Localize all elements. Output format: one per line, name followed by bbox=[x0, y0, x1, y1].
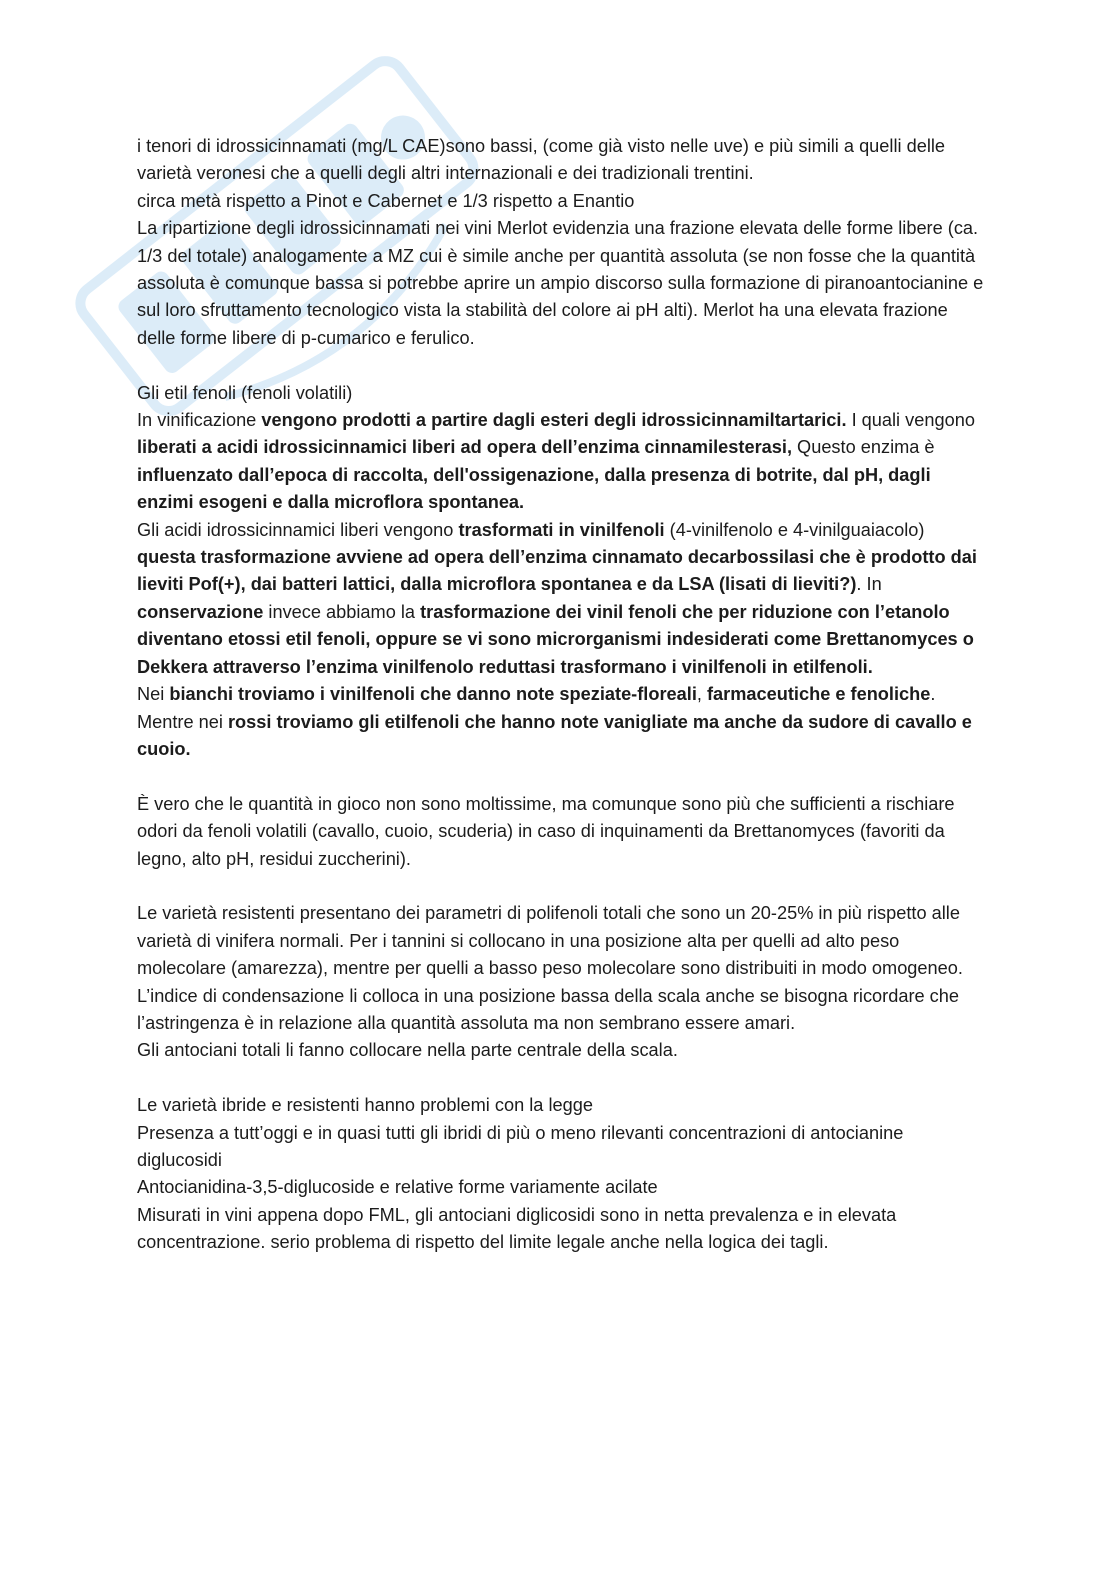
text-run: circa metà rispetto a Pinot e Cabernet e 1/3 rispetto a Enantio bbox=[137, 190, 635, 211]
text-run: Antocianidina-3,5-diglucoside e relative forme variamente acilate bbox=[137, 1177, 658, 1198]
document-page bbox=[137, 133, 987, 1257]
paragraph bbox=[137, 1037, 987, 1064]
bold-text-run: farmaceutiche e fenoliche bbox=[706, 684, 931, 705]
bold-text-run: conservazione bbox=[137, 601, 264, 622]
paragraph bbox=[137, 983, 987, 1038]
paragraph bbox=[137, 791, 987, 873]
text-run: , bbox=[696, 684, 707, 705]
text-run: In vinificazione bbox=[137, 410, 262, 431]
text-run: i tenori di idrossicinnamati (mg/L CAE)sono bassi, (come già visto nelle uve) e più simili a quelli delle varietà veronesi che a quelli degli altri internazionali e dei tradizionali trentini. bbox=[137, 136, 946, 184]
paragraph bbox=[137, 188, 987, 215]
bold-text-run: trasformati in vinilfenoli bbox=[458, 519, 665, 540]
paragraph bbox=[137, 380, 987, 407]
text-run: L’indice di condensazione li colloca in una posizione bassa della scala anche se bisogna ricordare che l’astringenza è in relazione alla quantità assoluta ma non sembrano essere amari. bbox=[137, 985, 959, 1033]
bold-text-run: trasformazione dei vinil fenoli che per riduzione con l’etanolo diventano etossi etil fenoli, oppure se vi sono microrganismi indesiderati come Brettanomyces o Dekkera attraverso l’enzima vinilfenolo reduttasi trasformano i vinilfenoli in etilfenoli. bbox=[137, 601, 974, 677]
paragraph-spacer bbox=[137, 1065, 987, 1092]
bold-text-run: influenzato dall’epoca di raccolta, dell'ossigenazione, dalla presenza di botrite, dal pH, dagli enzimi esogeni e dalla microflora spontanea. bbox=[137, 464, 931, 513]
text-run: . In bbox=[856, 574, 882, 595]
text-run: Presenza a tutt’oggi e in quasi tutti gli ibridi di più o meno rilevanti concentrazioni di antocianine diglucosidi bbox=[137, 1122, 904, 1170]
paragraph bbox=[137, 1174, 987, 1201]
paragraph-spacer bbox=[137, 873, 987, 900]
text-run: Questo enzima è bbox=[792, 437, 935, 458]
text-run: Gli etil fenoli (fenoli volatili) bbox=[137, 382, 353, 403]
bold-text-run: liberati a acidi idrossicinnamici liberi ad opera dell’enzima cinnamilesterasi, bbox=[137, 437, 792, 458]
bold-text-run: bianchi troviamo i vinilfenoli che danno note speziate-floreali bbox=[169, 684, 697, 705]
paragraph-spacer bbox=[137, 352, 987, 379]
paragraph bbox=[137, 1120, 987, 1175]
bold-text-run: rossi troviamo gli etilfenoli che hanno note vanigliate ma anche da sudore di cavallo e cuoio. bbox=[137, 711, 972, 759]
bold-text-run: vengono prodotti a partire dagli esteri degli idrossicinnamiltartarici. bbox=[261, 410, 847, 431]
paragraph bbox=[137, 407, 987, 517]
text-run: La ripartizione degli idrossicinnamati nei vini Merlot evidenzia una frazione elevata delle forme libere (ca. 1/3 del totale) analogamente a MZ cui è simile anche per quantità assoluta (se non fosse che la quantità assoluta è comunque bassa si potrebbe aprire un ampio discorso sulla formazione di piranoantocianine e sul loro sfruttamento tecnologico vista la stabilità del colore ai pH alti). Merlot ha una elevata frazione delle forme libere di p-cumarico e ferulico. bbox=[137, 218, 984, 348]
text-run: Gli antociani totali li fanno collocare nella parte centrale della scala. bbox=[137, 1040, 678, 1061]
text-run: I quali vengono bbox=[846, 410, 975, 431]
paragraph bbox=[137, 900, 987, 982]
text-run: Nei bbox=[137, 684, 170, 705]
text-run: (4-vinilfenolo e 4-vinilguaiacolo) bbox=[664, 519, 925, 540]
bold-text-run: questa trasformazione avviene ad opera dell’enzima cinnamato decarbossilasi che è prodotto dai lieviti Pof(+), dai batteri lattici, dalla microflora spontanea e da LSA (lisati di lieviti?) bbox=[137, 547, 977, 595]
text-run: Le varietà resistenti presentano dei parametri di polifenoli totali che sono un 20-25% in più rispetto alle varietà di vinifera normali. Per i tannini si collocano in una posizione alta per quelli ad alto peso molecolare (amarezza), mentre per quelli a basso peso molecolare sono distribuiti in modo omogeneo. bbox=[137, 903, 963, 979]
paragraph-spacer bbox=[137, 763, 987, 790]
text-run: È vero che le quantità in gioco non sono moltissime, ma comunque sono più che sufficienti a rischiare odori da fenoli volatili (cavallo, cuoio, scuderia) in caso di inquinamenti da Brettanomyces (favoriti da legno, alto pH, residui zuccherini). bbox=[137, 793, 955, 869]
text-run: Gli acidi idrossicinnamici liberi vengono bbox=[137, 519, 459, 540]
text-run: Le varietà ibride e resistenti hanno problemi con la legge bbox=[137, 1095, 593, 1116]
paragraph bbox=[137, 681, 987, 763]
paragraph bbox=[137, 1092, 987, 1119]
text-run: Misurati in vini appena dopo FML, gli antociani diglicosidi sono in netta prevalenza e in elevata concentrazione. serio problema di rispetto del limite legale anche nella logica dei tagli. bbox=[137, 1204, 897, 1253]
paragraph bbox=[137, 215, 987, 352]
text-run: . Mentre nei bbox=[137, 684, 936, 732]
paragraph bbox=[137, 1202, 987, 1257]
paragraph bbox=[137, 133, 987, 188]
text-run: invece abbiamo la bbox=[263, 601, 421, 622]
paragraph bbox=[137, 517, 987, 681]
